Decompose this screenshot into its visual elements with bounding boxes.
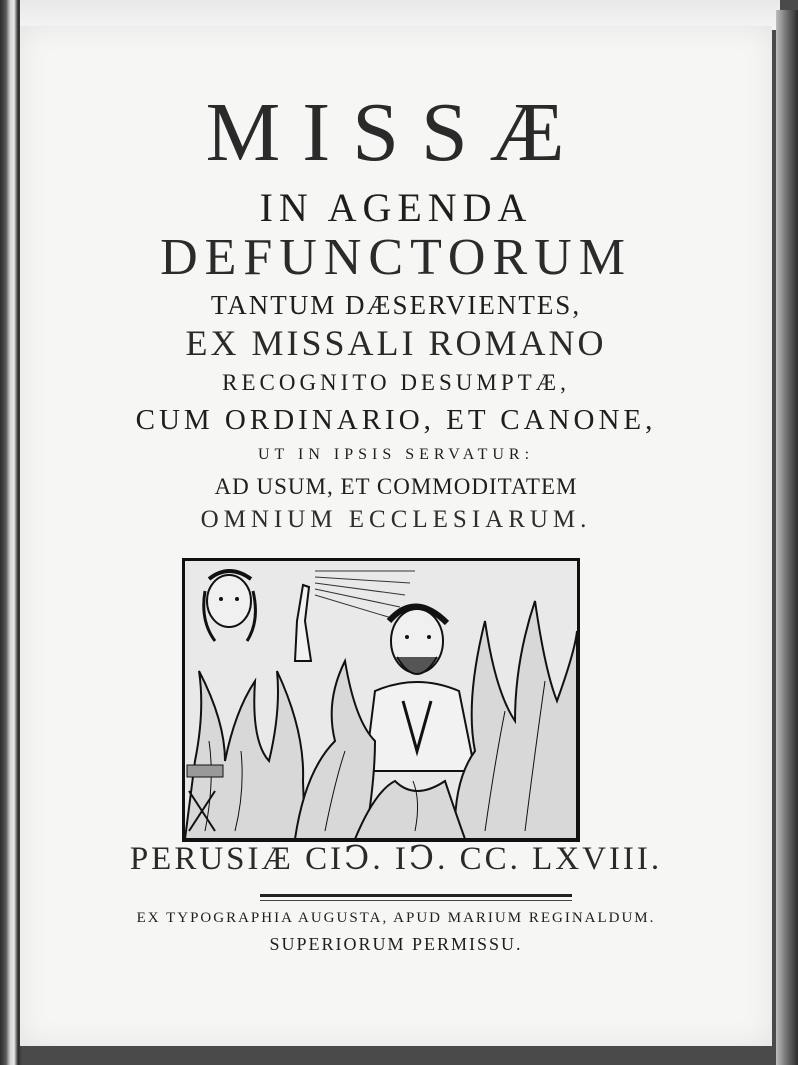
woodcut-souls-in-purgatory-flames-icon: [185, 561, 577, 839]
title-missae: MISSÆ: [205, 86, 587, 179]
imprint-permission: SUPERIORUM PERMISSU.: [269, 934, 523, 954]
imprint-rule-thin: [260, 900, 572, 901]
subtitle-ex-missali: EX MISSALI ROMANO: [185, 323, 607, 363]
title-in-agenda: IN AGENDA: [259, 185, 533, 230]
subtitle-ad-usum: AD USUM, ET COMMODITATEM: [214, 474, 578, 499]
imprint-place-date: PERUSIÆ CIↃ. IↃ. CC. LXVIII.: [129, 841, 663, 877]
subtitle-recognito: RECOGNITO DESUMPTÆ,: [222, 370, 570, 395]
imprint-printer: EX TYPOGRAPHIA AUGUSTA, APUD MARIUM REGINALDUM.: [136, 910, 656, 926]
subtitle-omnium: OMNIUM ECCLESIARUM.: [200, 506, 592, 533]
woodcut-illustration: [182, 558, 580, 842]
imprint-rule: [260, 894, 572, 897]
book-spine-edge: [776, 10, 798, 1065]
subtitle-cum-ordinario: CUM ORDINARIO, ET CANONE,: [135, 404, 657, 436]
title-page: [20, 26, 772, 1046]
subtitle-ut-in-ipsis: UT IN IPSIS SERVATUR:: [257, 446, 535, 463]
subtitle-tantum: TANTUM DÆSERVIENTES,: [210, 290, 582, 320]
title-defunctorum: DEFUNCTORUM: [160, 229, 632, 286]
